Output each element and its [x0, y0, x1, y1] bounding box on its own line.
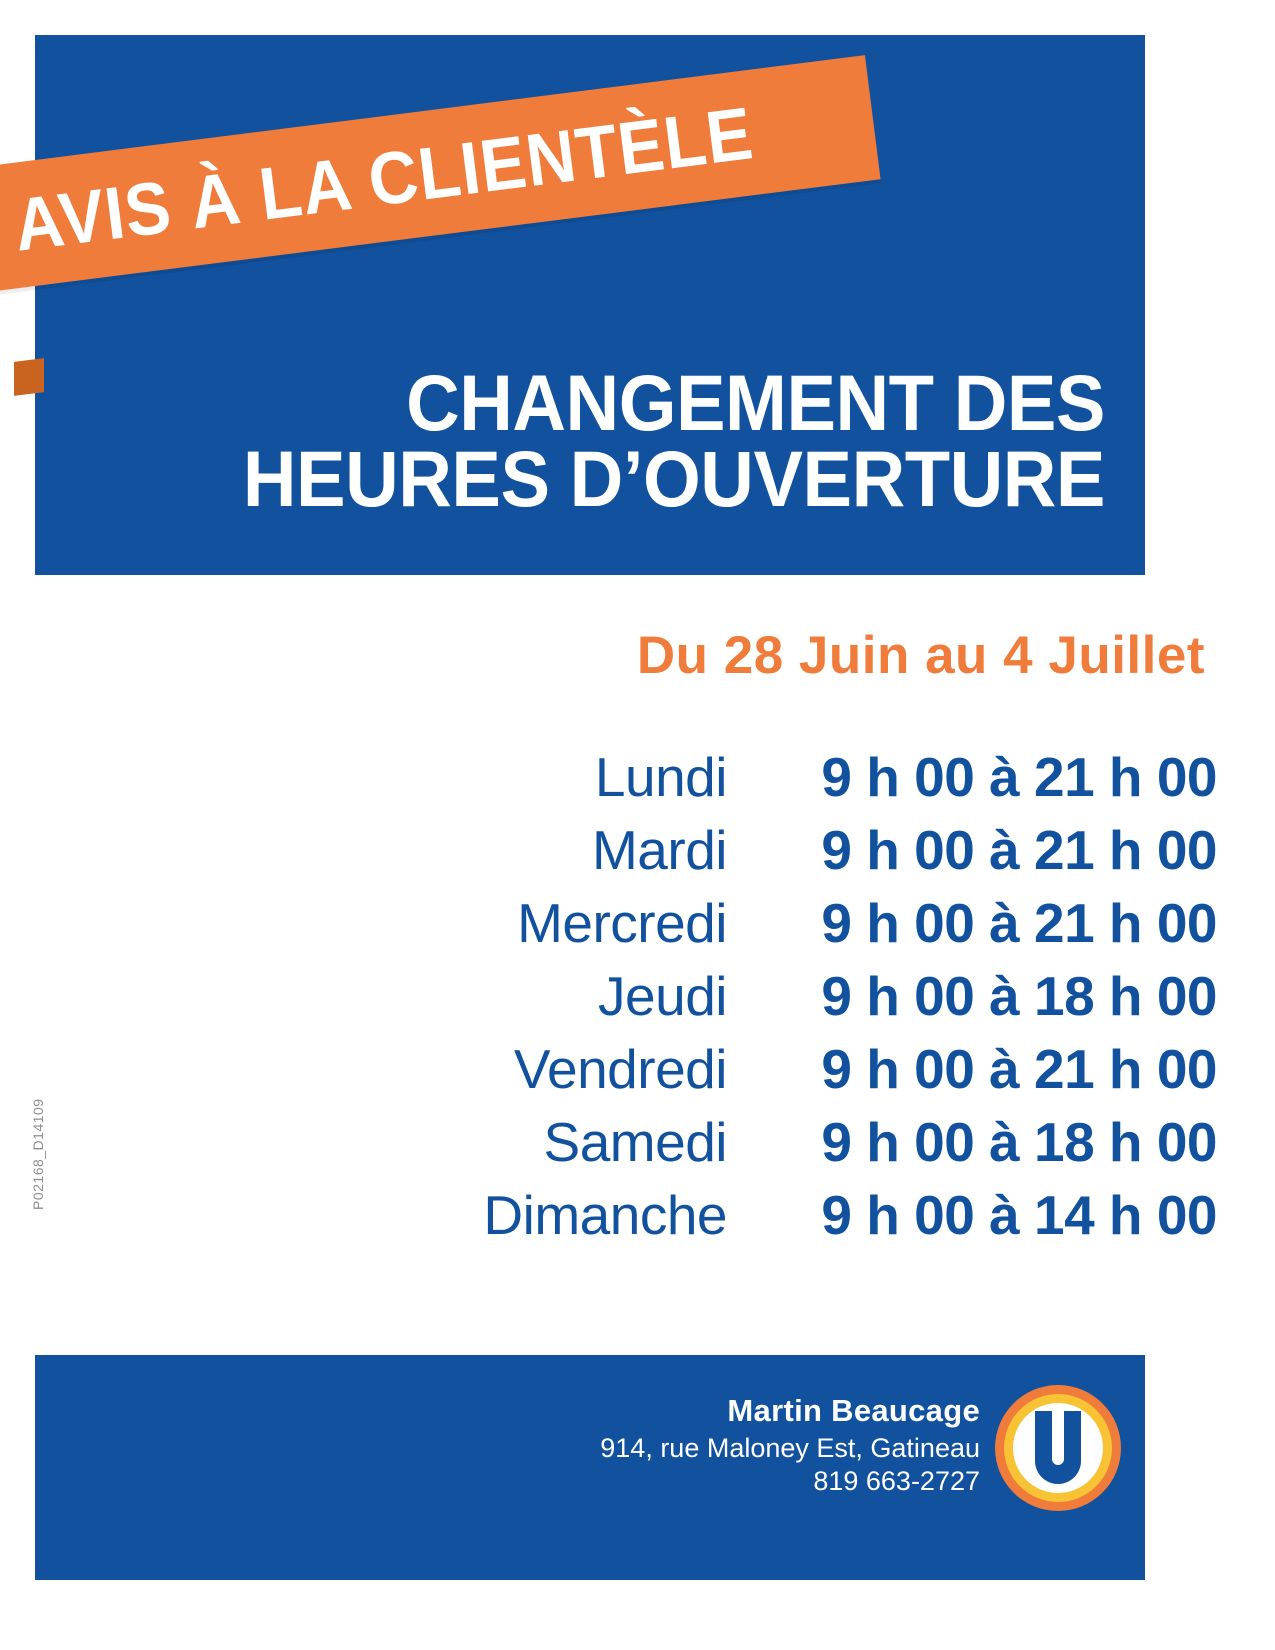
print-code-label: P02168_D14109 — [30, 1098, 46, 1210]
table-row — [377, 964, 1217, 1037]
hours-value: 9 h 00 à 18 h 00 — [821, 965, 1217, 1027]
ribbon-label: AVIS À LA CLIENTÈLE — [9, 91, 758, 267]
table-row — [377, 1110, 1217, 1183]
hours-value: 9 h 00 à 21 h 00 — [821, 892, 1217, 954]
store-info — [600, 1393, 980, 1497]
day-label: Jeudi — [598, 965, 727, 1027]
table-row — [377, 891, 1217, 964]
store-phone: 819 663-2727 — [813, 1466, 980, 1496]
day-label: Dimanche — [483, 1184, 727, 1246]
hours-value: 9 h 00 à 21 h 00 — [821, 1038, 1217, 1100]
day-label: Samedi — [543, 1111, 727, 1173]
headline-line-2: HEURES D’OUVERTURE — [242, 433, 1106, 523]
header-band — [35, 35, 1145, 575]
day-label: Lundi — [594, 746, 727, 808]
day-label: Mardi — [591, 819, 727, 881]
store-address: 914, rue Maloney Est, Gatineau — [600, 1433, 980, 1463]
hours-value: 9 h 00 à 18 h 00 — [821, 1111, 1217, 1173]
hours-table — [377, 745, 1217, 1256]
table-row — [377, 1183, 1217, 1256]
headline-line-1: CHANGEMENT DES — [406, 358, 1105, 447]
table-row — [377, 745, 1217, 818]
store-owner-name: Martin Beaucage — [727, 1393, 980, 1428]
hours-value: 9 h 00 à 14 h 00 — [821, 1184, 1217, 1246]
table-row — [377, 818, 1217, 891]
footer-band — [35, 1355, 1145, 1580]
brand-logo-icon — [993, 1383, 1123, 1513]
hours-value: 9 h 00 à 21 h 00 — [821, 746, 1217, 808]
hours-value: 9 h 00 à 21 h 00 — [821, 819, 1217, 881]
table-row — [377, 1037, 1217, 1110]
day-label: Mercredi — [517, 892, 727, 954]
date-range-label: Du 28 Juin au 4 Juillet — [636, 626, 1205, 685]
page-title — [156, 358, 1106, 523]
day-label: Vendredi — [513, 1038, 727, 1100]
